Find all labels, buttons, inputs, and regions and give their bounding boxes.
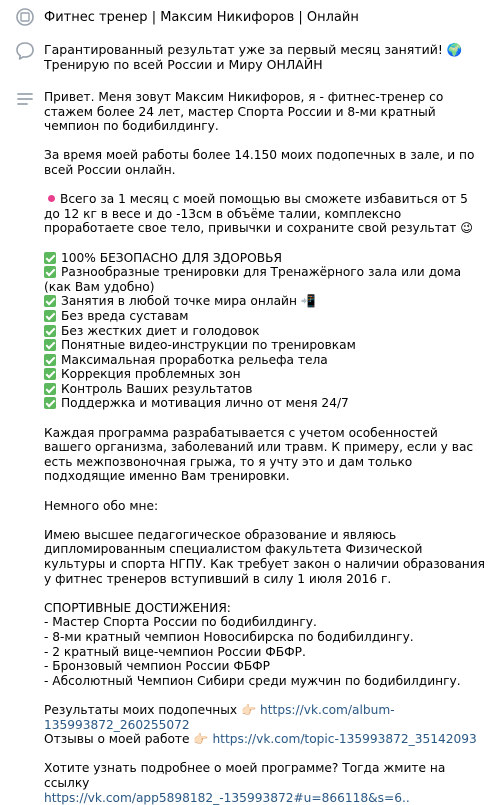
- check-icon: [44, 383, 56, 395]
- results-link[interactable]: https://vk.com/album-135993872_260255072: [44, 702, 395, 732]
- reviews-line: [44, 732, 486, 747]
- benefits-list: [44, 251, 486, 412]
- description-intro: Привет. Меня зовут Максим Никифоров, я - фитнес-тренер со стажем более 24 лет, мастер Спорта России и 8-ми кратный чемпион по бодибилдингу.: [44, 90, 444, 134]
- achievements-list: [44, 615, 486, 688]
- check-icon: [44, 310, 56, 322]
- community-title-row: [0, 0, 494, 34]
- pin-icon: [48, 195, 55, 202]
- benefit-item: Разнообразные тренировки для Тренажёрного зала или дома (как Вам удобно): [44, 265, 462, 294]
- achievements-heading: СПОРТИВНЫЕ ДОСТИЖЕНИЯ:: [44, 600, 231, 615]
- check-icon: [44, 368, 56, 380]
- achievement-item: - 8-ми кратный чемпион Новосибирска по бодибилдингу.: [44, 629, 414, 644]
- description-education: Имею высшее педагогическое образование и являюсь дипломированным специалистом факультета Физической культуры и спорта НГПУ. Как требует закон о наличии образования у фитнес тренеров вступивший в силу 1 июля 2016 г.: [44, 527, 486, 586]
- community-title: Фитнес тренер | Максим Никифоров | Онлайн: [44, 10, 359, 25]
- check-icon: [44, 252, 56, 264]
- description-individual: Каждая программа разрабатывается с учетом особенностей вашего организма, заболеваний или травм. К примеру, если у вас есть межпозвоночная грыжа, то я учту это и дам только подходящие именно Вам тренировки.: [44, 425, 474, 484]
- check-icon: [44, 295, 56, 307]
- benefit-item: Без вреда суставам: [44, 309, 486, 324]
- check-icon: [44, 266, 56, 278]
- community-icon: [14, 6, 36, 28]
- benefit-item: Коррекция проблемных зон: [44, 367, 486, 382]
- check-icon: [44, 397, 56, 409]
- benefit-item: Понятные видео-инструкции по тренировкам: [44, 338, 486, 353]
- status-row: [0, 38, 494, 82]
- description-promise: [44, 192, 486, 236]
- check-icon: [44, 339, 56, 351]
- description-icon: [14, 88, 36, 110]
- cta-link[interactable]: https://vk.com/app5898182_-135993872#u=866118&s=6..: [44, 790, 410, 805]
- achievement-item: - 2 кратный вице-чемпион России ФБФР.: [44, 644, 306, 659]
- benefit-item: Максимальная проработка рельефа тела: [44, 353, 486, 368]
- benefit-item: Без жестких диет и голодовок: [44, 324, 486, 339]
- status-text: Гарантированный результат уже за первый месяц занятий! 🌍 Тренирую по всей России и Миру ОНЛАЙН: [44, 42, 463, 73]
- about-heading: Немного обо мне:: [44, 498, 159, 513]
- benefit-item: Контроль Ваших результатов: [44, 382, 486, 397]
- speech-bubble-icon: [14, 40, 36, 62]
- description-row: [0, 88, 494, 805]
- check-icon: [44, 325, 56, 337]
- description-promise-text: Всего за 1 месяц с моей помощью вы сможете избавиться от 5 до 12 кг в весе и до -13см в объёме талии, комплексно проработаете свое тело, привычки и сохраните свой результат 😉: [44, 192, 473, 236]
- description-experience: За время моей работы более 14.150 моих подопечных в зале, и по всей России онлайн.: [44, 148, 475, 177]
- reviews-label: Отзывы о моей работе 👉🏻: [44, 732, 209, 747]
- results-label: Результаты моих подопечных 👉🏻: [44, 702, 257, 717]
- benefit-item: Поддержка и мотивация лично от меня 24/7: [44, 396, 486, 411]
- benefit-item: 100% БЕЗОПАСНО ДЛЯ ЗДОРОВЬЯ: [44, 251, 486, 266]
- results-line: [44, 703, 486, 732]
- description-text: [44, 90, 486, 805]
- check-icon: [44, 354, 56, 366]
- achievement-item: - Бронзовый чемпион России ФБФР: [44, 659, 271, 674]
- achievement-item: - Мастер Спорта России по бодибилдингу.: [44, 615, 317, 630]
- cta-text: Хотите узнать подробнее о моей программе? Тогда жмите на ссылку: [44, 761, 446, 790]
- benefit-item: Занятия в любой точке мира онлайн 📲: [44, 294, 486, 309]
- achievement-item: - Абсолютный Чемпион Сибири среди мужчин по бодибилдингу.: [44, 673, 461, 688]
- reviews-link[interactable]: https://vk.com/topic-135993872_35142093: [212, 732, 477, 747]
